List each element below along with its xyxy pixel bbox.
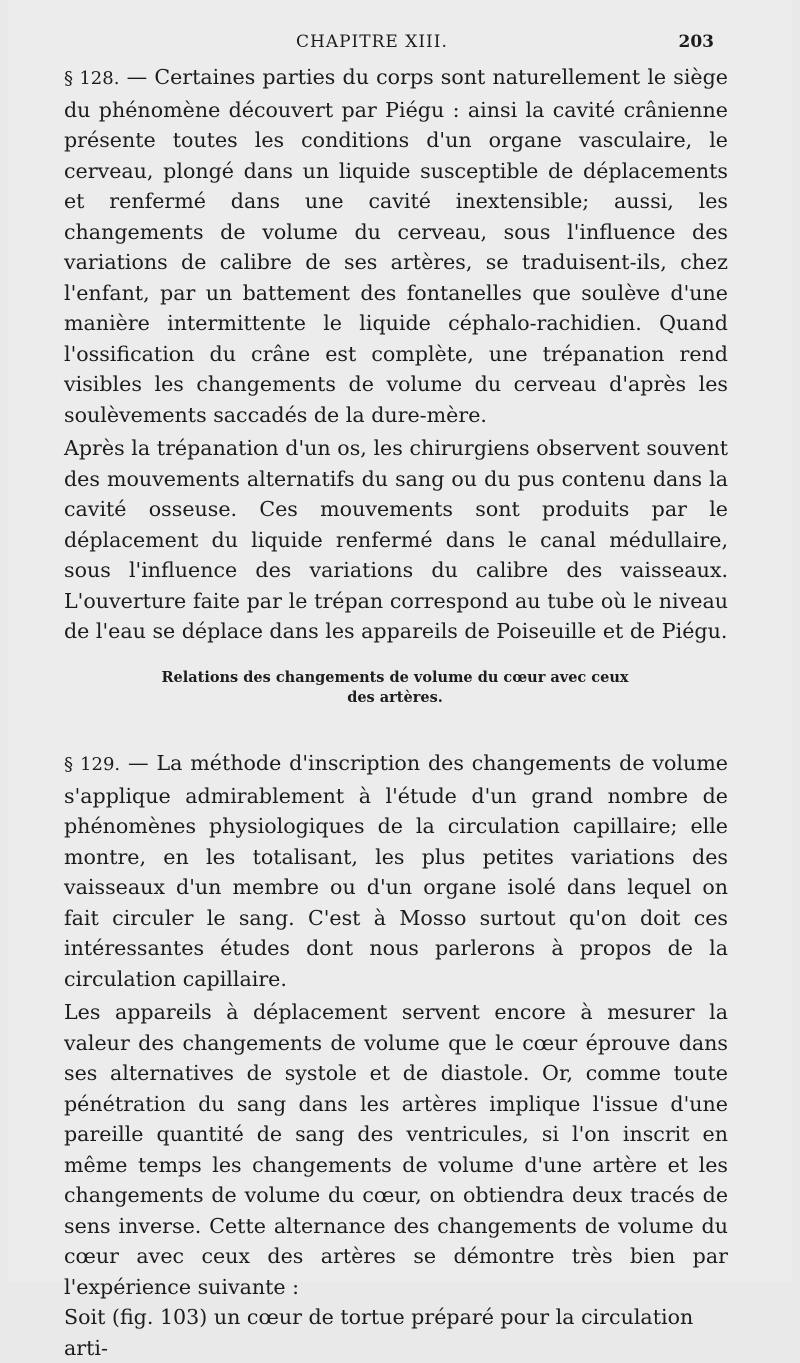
section-129-text: — La méthode d'inscription des changements de volume s'applique admirablement à l'étude d'un grand nombre de phénomènes physiologiques de la circulation capillaire; elle montre, en les totalisant, les plus petites variations des vaisseaux d'un membre ou d'un organe isolé dans lequel on fait circuler le sang. C'est à Mosso surtout qu'on doit ces intéressantes études dont nous parlerons à propos de la circulation capillaire.	[64, 751, 728, 991]
chapter-title: CHAPITRE XIII.	[296, 32, 448, 52]
section-129-block	[64, 748, 728, 1363]
section-128-paragraph	[64, 62, 728, 430]
section-128-text: — Certaines parties du corps sont naturellement le siège du phénomène découvert par Piégu : ainsi la cavité crânienne présente toutes les conditions d'un organe vasculaire, le cerveau, plongé dans un liquide susceptible de déplacements et renfermé dans une cavité inextensible; aussi, les changements de volume du cerveau, sous l'influence des variations de calibre de ses artères, se traduisent-ils, chez l'enfant, par un battement des fontanelles que soulève d'une manière intermittente le liquide céphalo-rachidien. Quand l'ossification du crâne est complète, une trépanation rend visibles les changements de volume du cerveau d'après les soulèvements saccadés de la dure-mère.	[64, 65, 728, 427]
page-number: 203	[678, 32, 714, 52]
section-129-mark: § 129.	[64, 754, 121, 775]
running-head	[0, 32, 800, 56]
section-129-paragraph-2: Les appareils à déplacement servent encore à mesurer la valeur des changements de volume que le cœur éprouve dans ses alternatives de systole et de diastole. Or, comme toute pénétration du sang dans les artères implique l'issue d'une pareille quantité de sang des ventricules, si l'on inscrit en même temps les changements de volume d'une artère et les changements de volume du cœur, on obtiendra deux tracés de sens inverse. Cette alternance des changements de volume du cœur avec ceux des artères se démontre très bien par l'expérience suivante :	[64, 1000, 728, 1299]
section-heading	[80, 668, 710, 708]
section-129-paragraph	[64, 748, 728, 994]
section-129-paragraph-3: Soit (fig. 103) un cœur de tortue préparé pour la circulation arti-	[64, 1305, 694, 1360]
section-128-paragraph-2: Après la trépanation d'un os, les chirurgiens observent souvent des mouvements alternatifs du sang ou du pus contenu dans la cavité osseuse. Ces mouvements sont produits par le déplacement du liquide renfermé dans le canal médullaire, sous l'influence des variations du calibre des vaisseaux. L'ouverture faite par le trépan correspond au tube où le niveau de l'eau se déplace dans les appareils de Poiseuille et de Piégu.	[64, 436, 728, 643]
section-heading-line-1: Relations des changements de volume du cœur avec ceux	[161, 669, 629, 686]
section-heading-line-2: des artères.	[347, 689, 443, 706]
section-128-block	[64, 62, 728, 647]
section-128-mark: § 128.	[64, 68, 120, 89]
